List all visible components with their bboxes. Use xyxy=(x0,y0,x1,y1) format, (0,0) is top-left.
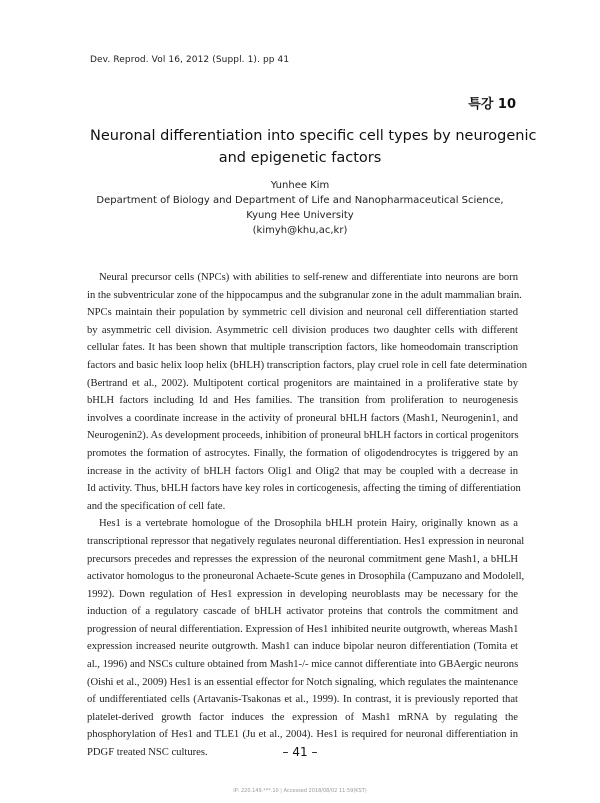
affiliation-line: Department of Biology and Department of Life and Nanopharmaceutical Science, xyxy=(96,195,504,206)
body-text-line: PDGF treated NSC cultures. xyxy=(87,747,208,759)
body-text-line: cellular fates. It has been shown that multiple transcription factors, like homeodomain transcription xyxy=(87,342,518,354)
journal-citation-header: Dev. Reprod. Vol 16, 2012 (Suppl. 1). pp 41 xyxy=(90,55,290,65)
body-text-line: NPCs maintain their population by symmetric cell division and neuronal cell differentiation started xyxy=(87,307,518,319)
body-text-line: platelet-derived growth factor induces the expression of Mash1 mRNA by regulating the xyxy=(87,711,518,723)
body-text-line: Hes1 is a vertebrate homologue of the Drosophila bHLH protein Hairy, originally known as a xyxy=(99,518,518,530)
body-paragraph xyxy=(87,515,525,761)
body-text-line: and the specification of cell fate. xyxy=(87,500,226,512)
body-text-line: (Oishi et al., 2009) Hes1 is an essential effector for Notch signaling, which regulates the maintenance xyxy=(87,676,518,688)
body-text-line: factors and basic helix loop helix (bHLH) transcription factors, play cruel role in cell fate determination xyxy=(87,359,528,371)
body-text-line: increase in the activity of bHLH factors Olig1 and Olig2 that may be coupled with a decrease in xyxy=(87,465,518,477)
author-name: Yunhee Kim xyxy=(270,180,330,191)
body-text-line: (Bertrand et al., 2002). Multipotent cortical progenitors are maintained in a proliferative state by xyxy=(87,377,518,389)
body-text-line: involves a coordinate increase in the activity of proneural bHLH factors (Mash1, Neurogenin1, and xyxy=(87,412,518,424)
body-text-line: of undifferentiated cells (Artavanis-Tsakonas et al., 1999). In contrast, it is previously reported that xyxy=(87,694,518,706)
author-block xyxy=(70,178,530,238)
body-text-line: progression of neural differentiation. Expression of Hes1 inhibited neurite outgrowth, whereas Mash1 xyxy=(87,623,519,635)
body-text-line: activator homologus to the proneuronal Achaete-Scute genes in Drosophila (Campuzano and Modolell, xyxy=(87,571,525,583)
body-text-line: expression increased neurite outgrowth. Mash1 can induce bipolar neuron differentiation (Tomita et xyxy=(87,641,518,653)
body-text-line: transcriptional repressor that negatively regulates neuronal differentiation. Hes1 expression in neuronal xyxy=(87,535,525,547)
access-watermark: IP: 220.149.***.10 | Accessed 2018/08/02 11:59(KST) xyxy=(233,788,367,794)
body-paragraph xyxy=(87,269,528,515)
body-text-line: bHLH factors including Id and Hes families. The transition from proliferation to neurogenesis xyxy=(87,395,518,407)
body-text-line: Neurogenin2). As development proceeds, inhibition of proneural bHLH factors in cortical progenitors xyxy=(87,430,519,442)
article-title xyxy=(90,125,537,169)
affiliation-line: Kyung Hee University xyxy=(246,210,354,221)
article-title-line: and epigenetic factors xyxy=(218,150,382,166)
body-text-line: induction of a regulatory cascade of bHLH activator proteins that controls the commitment and xyxy=(87,606,518,618)
body-text-line: al., 1996) and NSCs culture obtained from Mash1-/- mice cannot differentiate into GBAergic neurons xyxy=(87,659,519,671)
body-text-line: promotes the formation of astrocytes. Finally, the formation of oligodendrocytes is triggered by an xyxy=(87,447,518,459)
body-text-line: precursors precedes and represses the expression of the neuronal commitment gene Mash1, a bHLH xyxy=(87,553,518,565)
body-text-line: Id activity. Thus, bHLH factors have key roles in corticogenesis, affecting the timing of differentiation xyxy=(87,483,521,495)
body-text-line: 1992). Down regulation of Hes1 expression in developing neuroblasts may be necessary for the xyxy=(87,588,518,600)
article-title-line: Neuronal differentiation into specific cell types by neurogenic xyxy=(90,128,537,144)
body-text-line: Neural precursor cells (NPCs) with abilities to self-renew and differentiate into neurons are born xyxy=(99,272,518,283)
body-text-line: in the subventricular zone of the hippocampus and the subgranular zone in the adult mammalian brain. xyxy=(87,289,522,301)
author-email: (kimyh@khu,ac,kr) xyxy=(252,225,348,236)
article-body xyxy=(87,269,528,762)
body-text-line: phosphorylation of Hes1 and TLE1 (Ju et al., 2004). Hes1 is required for neuronal differentiation in xyxy=(87,729,518,741)
body-text-line: by asymmetric cell division. Asymmetric cell division produces two daughter cells with different xyxy=(87,324,518,336)
page-number: – 41 – xyxy=(282,745,318,759)
lecture-number-label: 특강 10 xyxy=(468,97,516,112)
